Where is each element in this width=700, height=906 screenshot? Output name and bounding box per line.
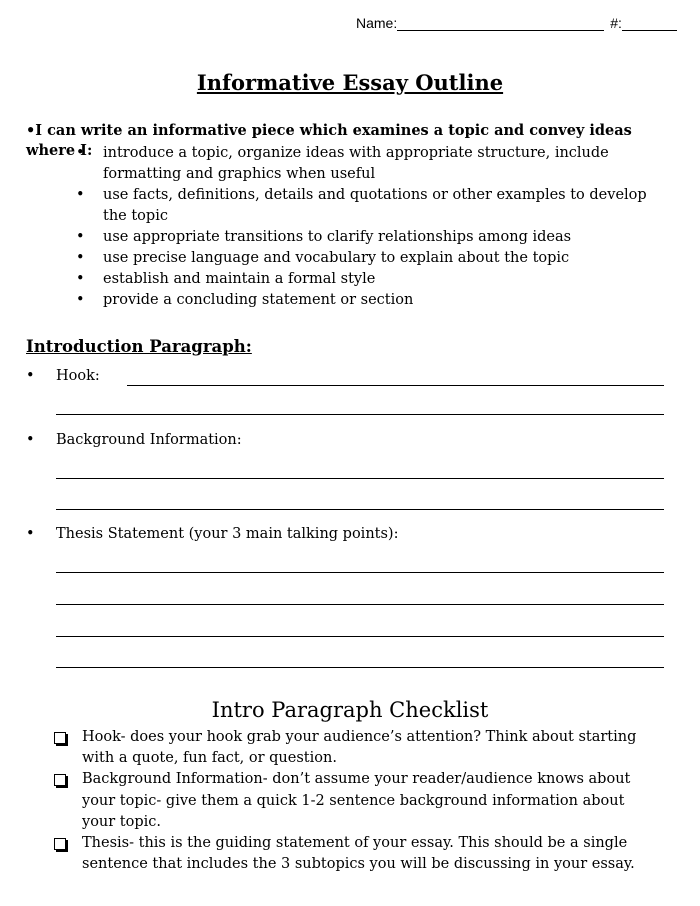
objective-item: • use precise language and vocabulary to explain about the topic	[76, 248, 666, 269]
number-label: #:	[610, 15, 622, 31]
name-label: Name:	[356, 15, 398, 31]
background-write-line[interactable]	[56, 478, 664, 479]
thesis-write-line[interactable]	[56, 636, 664, 637]
hook-write-line-2[interactable]	[56, 414, 664, 415]
checkbox-icon[interactable]	[54, 838, 66, 850]
objective-list	[76, 143, 666, 311]
thesis-label: Thesis Statement (your 3 main talking points):	[56, 526, 399, 542]
objective-item: • use facts, definitions, details and quotations or other examples to develop the topic	[76, 185, 666, 227]
checklist-item	[52, 727, 637, 769]
checkbox-icon[interactable]	[54, 774, 66, 786]
hook-field	[26, 368, 666, 388]
thesis-write-line[interactable]	[56, 667, 664, 668]
background-write-line[interactable]	[56, 509, 664, 510]
checklist-item	[52, 833, 637, 875]
checklist-item-text: Background Information- don’t assume your reader/audience knows about your topic- give them a quick 1-2 sentence background information about your topic.	[82, 771, 631, 830]
page-title: Informative Essay Outline	[196, 70, 504, 95]
objective-item: • provide a concluding statement or section	[76, 290, 666, 311]
checklist-title: Intro Paragraph Checklist	[211, 698, 489, 722]
background-field	[26, 432, 666, 452]
background-bullet: •	[26, 432, 35, 448]
checklist-item-text: Thesis- this is the guiding statement of your essay. This should be a single sentence that includes the 3 subtopics you will be discussing in your essay.	[82, 835, 635, 873]
thesis-write-line[interactable]	[56, 572, 664, 573]
name-blank[interactable]	[397, 16, 604, 31]
hook-label: Hook:	[56, 368, 100, 384]
checklist-item	[52, 769, 637, 833]
objective-item: • establish and maintain a formal style	[76, 269, 666, 290]
checkbox-icon[interactable]	[54, 732, 66, 744]
checklist-item-text: Hook- does your hook grab your audience’s attention? Think about starting with a quote, fun fact, or question.	[82, 729, 637, 767]
number-blank[interactable]	[622, 16, 677, 31]
intro-section-heading: Introduction Paragraph:	[26, 337, 252, 356]
background-label: Background Information:	[56, 432, 242, 448]
objective-item: • introduce a topic, organize ideas with appropriate structure, include formatting and graphics when useful	[76, 143, 666, 185]
objective-statement: •I can write an informative piece which examines a topic and convey ideas where I:	[26, 122, 632, 159]
hook-bullet: •	[26, 368, 35, 384]
thesis-write-line[interactable]	[56, 604, 664, 605]
objective-item: • use appropriate transitions to clarify relationships among ideas	[76, 227, 666, 248]
hook-write-line[interactable]	[127, 385, 664, 386]
thesis-field	[26, 526, 666, 546]
name-number-line	[356, 15, 686, 31]
checklist	[52, 727, 637, 875]
thesis-bullet: •	[26, 526, 35, 542]
